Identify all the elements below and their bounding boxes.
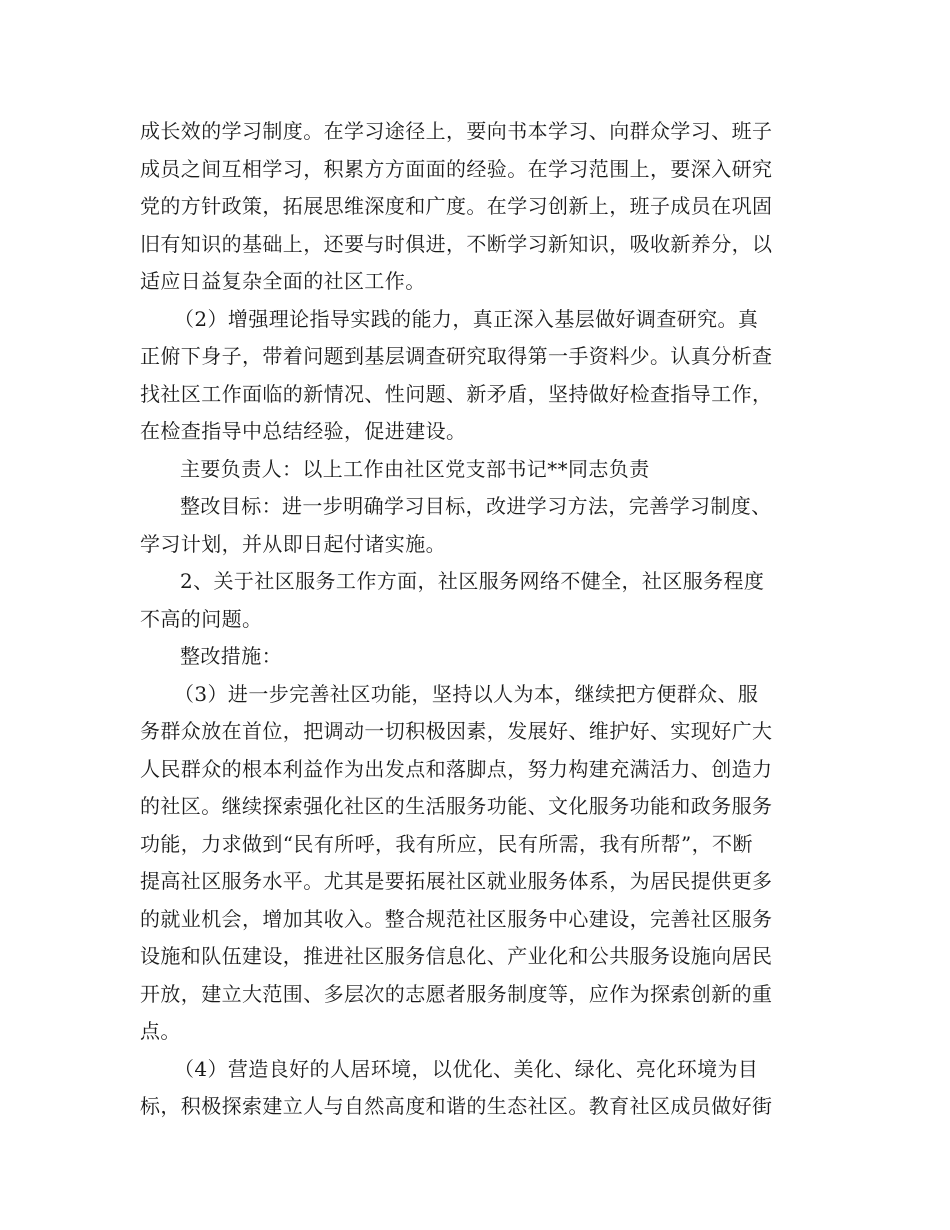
text-line: 设施和队伍建设，推进社区服务信息化、产业化和公共服务设施向居民 — [140, 944, 773, 968]
text-line: 2、关于社区服务工作方面，社区服务网络不健全，社区服务程度 — [180, 569, 765, 593]
text-line: 开放，建立大范围、多层次的志愿者服务制度等，应作为探索创新的重 — [140, 981, 773, 1006]
text-line: 学习计划，并从即日起付诸实施。 — [140, 531, 446, 556]
text-line: 正俯下身子，带着问题到基层调查研究取得第一手资料少。认真分析查 — [140, 344, 773, 368]
text-line: 点。 — [140, 1019, 181, 1043]
text-line: 不高的问题。 — [140, 606, 263, 631]
text-line: 主要负责人：以上工作由社区党支部书记**同志负责 — [180, 456, 650, 481]
paragraph-study-system — [140, 113, 816, 301]
text-line: 的社区。继续探索强化社区的生活服务功能、文化服务功能和政务服务 — [140, 794, 773, 818]
text-line: 务群众放在首位，把调动一切积极因素，发展好、维护好、实现好广大 — [140, 719, 773, 743]
text-line: 整改措施： — [180, 644, 282, 668]
paragraph-rectification-measures — [140, 638, 816, 676]
text-line: 人民群众的根本利益作为出发点和落脚点，努力构建充满活力、创造力 — [140, 756, 773, 781]
text-line: 成员之间互相学习，积累方方面面的经验。在学习范围上，要深入研究 — [140, 156, 773, 181]
paragraph-rectification-goal — [140, 488, 816, 563]
text-line: 提高社区服务水平。尤其是要拓展社区就业服务体系，为居民提供更多 — [140, 869, 773, 893]
paragraph-issue-2 — [140, 563, 816, 638]
text-line: （2）增强理论指导实践的能力，真正深入基层做好调查研究。真 — [174, 306, 759, 331]
text-line: 成长效的学习制度。在学习途径上，要向书本学习、向群众学习、班子 — [140, 119, 773, 143]
text-line: 功能，力求做到“民有所呼，我有所应，民有所需，我有所帮”，不断 — [140, 831, 753, 856]
paragraph-item-2 — [140, 301, 816, 451]
text-line: 整改目标：进一步明确学习目标，改进学习方法，完善学习制度、 — [180, 494, 772, 518]
text-line: （3）进一步完善社区功能，坚持以人为本，继续把方便群众、服 — [174, 681, 759, 706]
paragraph-item-4 — [140, 1051, 816, 1126]
text-line: 的就业机会，增加其收入。整合规范社区服务中心建设，完善社区服务 — [140, 906, 773, 931]
text-line: 旧有知识的基础上，还要与时俱进，不断学习新知识，吸收新养分，以 — [140, 231, 773, 256]
paragraph-responsible-person — [140, 451, 816, 489]
text-line: 在检查指导中总结经验，促进建设。 — [140, 419, 467, 443]
text-line: 适应日益复杂全面的社区工作。 — [140, 269, 426, 293]
document-body — [140, 113, 816, 1126]
text-line: 找社区工作面临的新情况、性问题、新矛盾，坚持做好检查指导工作， — [140, 381, 773, 406]
text-line: 标，积极探索建立人与自然高度和谐的生态社区。教育社区成员做好街 — [140, 1094, 773, 1118]
text-line: 党的方针政策，拓展思维深度和广度。在学习创新上，班子成员在巩固 — [140, 194, 773, 218]
paragraph-item-3 — [140, 676, 816, 1051]
text-line: （4）营造良好的人居环境，以优化、美化、绿化、亮化环境为目 — [174, 1056, 759, 1081]
